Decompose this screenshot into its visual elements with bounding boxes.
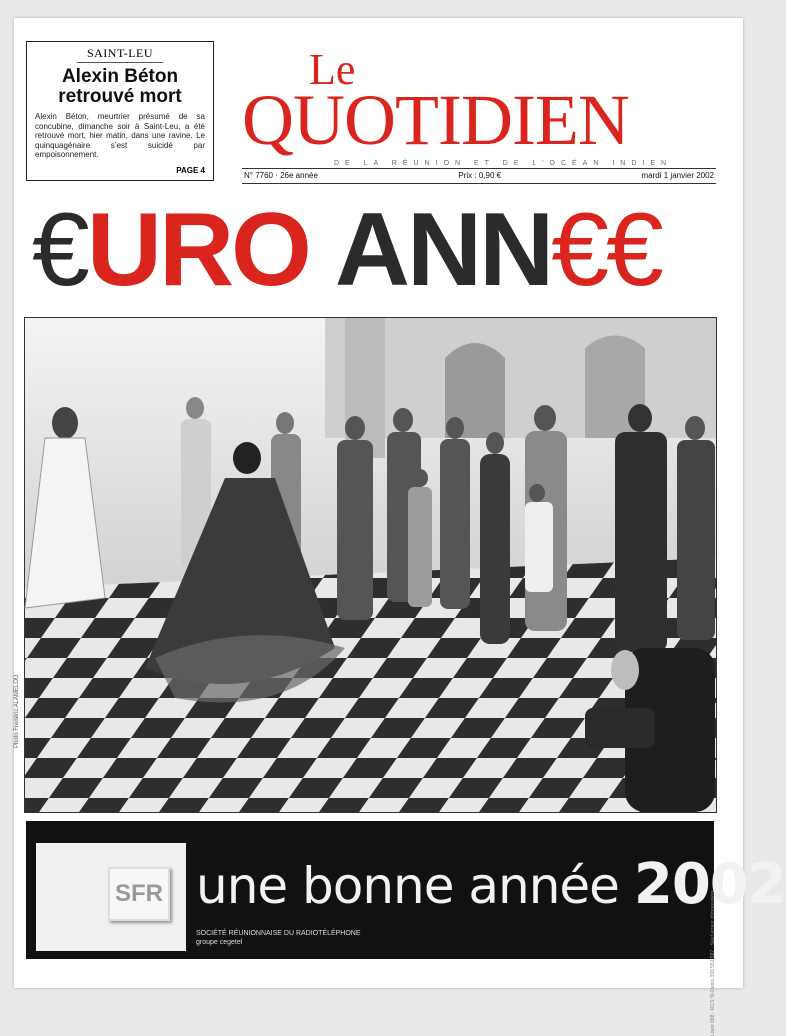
masthead-subtitle: DE LA RÉUNION ET DE L’OCÉAN INDIEN (334, 160, 673, 167)
teaser-box[interactable] (26, 41, 214, 181)
ad-slogan (196, 852, 786, 917)
issue-number: N° 7760 · 26e année (244, 171, 318, 180)
photo-credit: Photo Fredéric ALAMELOU (14, 674, 20, 748)
headline-dark-part: ANN (334, 192, 552, 308)
masthead-le: Le (309, 45, 356, 94)
sfr-logo: SFR (108, 867, 170, 921)
teaser-body: Alexin Béton, meurtrier présumé de sa concubine, dimanche soir à Saint-Leu, a été retrouvé mort, hier matin, dans une ravine. Le quinquagénaire s’est suicidé par empoisonnement. (35, 112, 205, 159)
ad-company-line2: groupe cegetel (196, 939, 243, 946)
photo-illustration (25, 318, 716, 812)
main-headline (32, 190, 732, 310)
headline-euro-symbols: €€ (551, 192, 661, 308)
ad-company-line1: SOCIÉTÉ RÉUNIONNAISE DU RADIOTÉLÉPHONE (196, 930, 361, 937)
teaser-headline[interactable]: Alexin Béton retrouvé mort (58, 66, 182, 107)
teaser-kicker: SAINT-LEU (77, 46, 163, 63)
masthead-rule-bottom (242, 183, 716, 184)
headline-red-part: URO (86, 192, 309, 308)
ad-slogan-text: une bonne année (196, 857, 619, 915)
ad-company (196, 929, 361, 947)
price: Prix : 0,90 € (458, 171, 502, 180)
front-page-photo (24, 317, 717, 813)
masthead-title: QUOTIDIEN (242, 80, 629, 160)
ad-fine-print: Lowe 888 · RCS St-Denis 393 551 597 · Sauf erreur d'impression (710, 891, 716, 1036)
masthead-rule-top (242, 168, 716, 169)
ad-year: 2002 (633, 852, 786, 917)
issue-date: mardi 1 janvier 2002 (641, 171, 714, 180)
masthead-info-bar (244, 171, 714, 180)
euro-symbol: € (32, 192, 87, 308)
sfr-advertisement[interactable] (26, 821, 786, 1036)
newspaper-page (14, 18, 786, 1036)
teaser-page-ref: PAGE 4 (176, 166, 205, 175)
